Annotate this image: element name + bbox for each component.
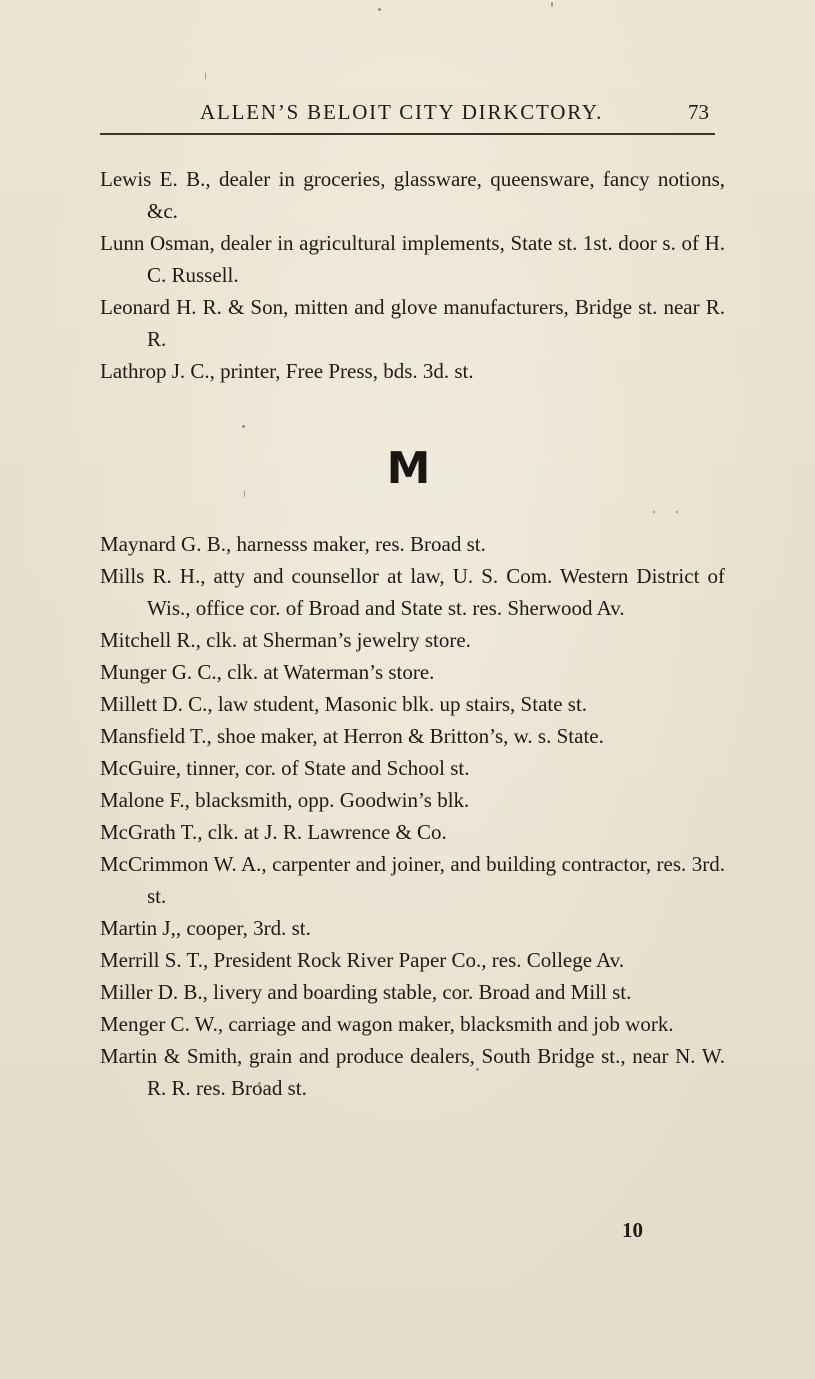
directory-entry: McCrimmon W. A., carpenter and joiner, and building contractor, res. 3rd. st. (100, 852, 725, 908)
directory-entry: Leonard H. R. & Son, mitten and glove manufacturers, Bridge st. near R. R. (100, 295, 725, 351)
directory-entry: Mansfield T., shoe maker, at Herron & Britton’s, w. s. State. (100, 724, 604, 748)
directory-entry: Merrill S. T., President Rock River Paper Co., res. College Av. (100, 948, 625, 972)
directory-entry: Martin & Smith, grain and produce dealers, South Bridge st., near N. W. R. R. res. Broad st. (100, 1044, 725, 1100)
page-number: 73 (688, 100, 709, 124)
directory-entry: Mills R. H., atty and counsellor at law, U. S. Com. Western District of Wis., office cor. of Broad and State st. res. Sherwood Av. (100, 564, 725, 620)
directory-entry: Millett D. C., law student, Masonic blk. up stairs, State st. (100, 692, 588, 716)
directory-entry: Miller D. B., livery and boarding stable, cor. Broad and Mill st. (100, 980, 632, 1004)
directory-entry: Lathrop J. C., printer, Free Press, bds. 3d. st. (100, 359, 474, 383)
directory-entry: Munger G. C., clk. at Waterman’s store. (100, 660, 435, 684)
directory-entry: Mitchell R., clk. at Sherman’s jewelry store. (100, 628, 471, 652)
paper-speck (205, 72, 206, 80)
section-m-entries (100, 528, 725, 1104)
paper-speck (551, 2, 553, 7)
section-l-entries (100, 163, 725, 387)
directory-entry: Lunn Osman, dealer in agricultural implements, State st. 1st. door s. of H. C. Russell. (100, 231, 725, 287)
paper-speck (242, 425, 245, 428)
header-rule (100, 133, 715, 135)
section-letter-heading: M (386, 443, 429, 494)
running-title: ALLEN’S BELOIT CITY DIRKCTORY. (200, 100, 604, 124)
directory-entry: Malone F., blacksmith, opp. Goodwin’s blk. (100, 788, 470, 812)
directory-entry: Menger C. W., carriage and wagon maker, blacksmith and job work. (100, 1012, 674, 1036)
signature-mark: 10 (622, 1218, 643, 1242)
paper-speck (653, 511, 655, 513)
directory-entry: Martin J,, cooper, 3rd. st. (100, 916, 311, 940)
directory-entry: Maynard G. B., harnesss maker, res. Broad st. (100, 532, 486, 556)
directory-entry: McGrath T., clk. at J. R. Lawrence & Co. (100, 820, 447, 844)
directory-entry: McGuire, tinner, cor. of State and School st. (100, 756, 470, 780)
paper-speck (676, 511, 678, 513)
paper-speck (378, 8, 381, 11)
directory-entry: Lewis E. B., dealer in groceries, glassware, queensware, fancy notions, &c. (100, 167, 725, 223)
